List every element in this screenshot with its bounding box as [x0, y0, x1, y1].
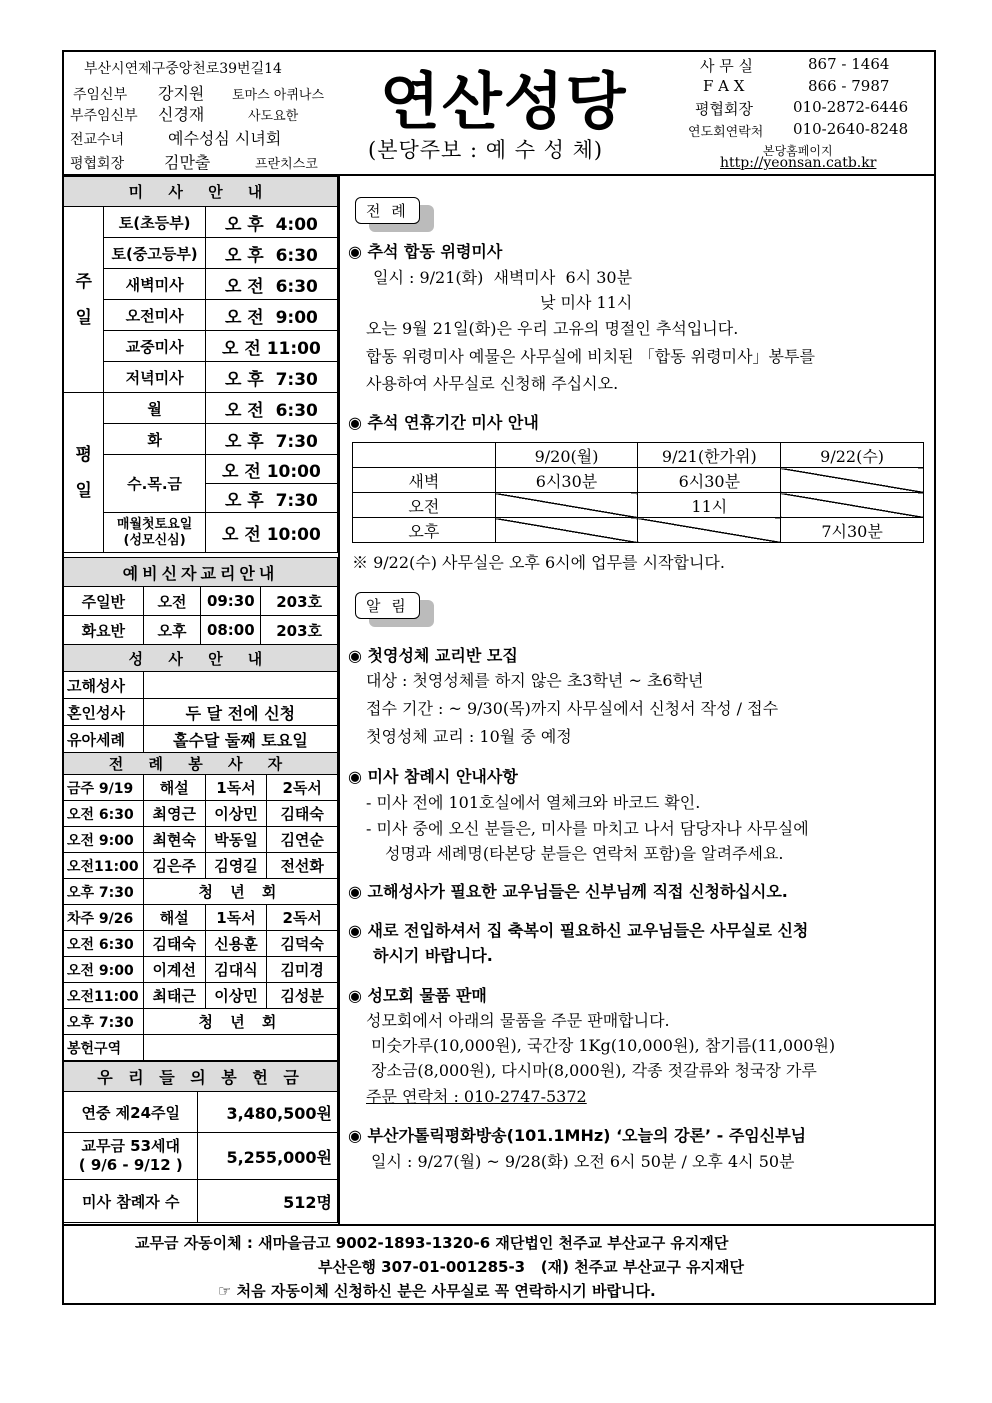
sacrament-value: 두 달 전에 신청 [143, 699, 337, 726]
mass-name: 저녁미사 [104, 362, 206, 393]
server-name: 이계선 [143, 957, 205, 983]
holiday-row-label: 오전 [353, 493, 496, 518]
footer-divider [62, 1224, 936, 1226]
liturgy-tag: 전 례 [355, 197, 420, 224]
mass-time: 오 후 4:00 [205, 207, 337, 238]
mass-name: 토(중고등부) [104, 238, 206, 269]
column-divider [338, 175, 340, 1225]
contact-value: 866 - 7987 [808, 77, 890, 95]
memorial-mass-text: 합동 위령미사 예물은 사무실에 비치된 「합동 위령미사」봉투를 [366, 347, 815, 366]
server-time: 오후 7:30 [64, 1009, 144, 1035]
parish-title: 연산성당 [380, 65, 628, 138]
mass-name-first-saturday [104, 513, 206, 553]
notice-tag: 알 림 [355, 592, 420, 619]
catechism-title: 예비신자교리안내 [64, 558, 338, 587]
blessing-notice: ◉ 새로 전입하셔서 집 축복이 필요하신 교우님들은 사무실로 신청 [348, 921, 809, 940]
mass-name: 오전미사 [104, 300, 206, 331]
class-name: 화요반 [64, 616, 144, 645]
contact-label: 연도회연락처 [688, 125, 764, 140]
mass-guide-text: - 미사 중에 오신 분들은, 미사를 마치고 나서 담당자나 사무실에 [366, 819, 809, 838]
sale-contact: 주문 연락처 : 010-2747-5372 [366, 1087, 587, 1106]
role-head: 1독서 [205, 775, 267, 801]
mass-guide-text: - 미사 전에 101호실에서 열체크와 바코드 확인. [366, 793, 701, 812]
server-name: 김태숙 [267, 801, 338, 827]
sacrament-table [63, 644, 338, 753]
holiday-head [353, 443, 496, 468]
server-time: 오후 7:30 [64, 879, 144, 905]
role-head: 해설 [143, 775, 205, 801]
offering-value: 3,480,500원 [198, 1092, 338, 1133]
sacrament-name: 혼인성사 [64, 699, 144, 726]
server-name: 김태숙 [143, 931, 205, 957]
server-name: 신용훈 [205, 931, 267, 957]
role-head: 해설 [143, 905, 205, 931]
role-head: 2독서 [267, 905, 338, 931]
server-name: 이상민 [205, 983, 267, 1009]
holiday-mass-table [352, 442, 924, 543]
youth-group: 청 년 회 [143, 1009, 337, 1035]
mass-time: 오 후 6:30 [205, 238, 337, 269]
server-time: 오전 6:30 [64, 931, 144, 957]
first-communion-heading: ◉ 첫영성체 교리반 모집 [348, 646, 518, 665]
memorial-mass-text: 오는 9월 21일(화)은 우리 고유의 명절인 추석입니다. [366, 319, 739, 338]
servers-title: 전 례 봉 사 자 [64, 753, 338, 775]
contact-label: F A X [703, 77, 745, 95]
mass-name: 화 [104, 424, 206, 455]
server-time: 오전 9:00 [64, 957, 144, 983]
offering-label-cell [64, 1133, 198, 1180]
memorial-mass-date: 일시 : 9/21(화) 새벽미사 6시 30분 [373, 268, 633, 287]
mass-time: 오 전 9:00 [205, 300, 337, 331]
holiday-mass-heading: ◉ 추석 연휴기간 미사 안내 [348, 413, 539, 432]
server-time: 오전11:00 [64, 853, 144, 879]
memorial-mass-heading: ◉ 추석 합동 위령미사 [348, 242, 503, 261]
sale-text: 성모회에서 아래의 물품을 주문 판매합니다. [366, 1011, 670, 1030]
server-name: 최영근 [143, 801, 205, 827]
mass-time: 오 전 6:30 [205, 393, 337, 424]
memorial-mass-noon: 낮 미사 11시 [540, 293, 633, 312]
first-communion-text: 접수 기간 : ~ 9/30(목)까지 사무실에서 신청서 작성 / 접수 [366, 699, 779, 718]
mass-time: 오 후 7:30 [205, 424, 337, 455]
holiday-cell-empty [495, 493, 638, 518]
mass-time: 오 후 7:30 [205, 484, 337, 513]
class-ampm: 오후 [143, 616, 201, 645]
server-name: 박동일 [205, 827, 267, 853]
server-name: 김덕숙 [267, 931, 338, 957]
server-name: 전선화 [267, 853, 338, 879]
autopay-line2: 부산은행 307-01-001285-3 (재) 천주교 부산교구 유지재단 [318, 1258, 745, 1276]
mass-name: 월 [104, 393, 206, 424]
bulletin-subtitle: (본당주보 : 예 수 성 체) [368, 138, 604, 162]
role-head: 2독서 [267, 775, 338, 801]
mass-guide-text: 성명과 세례명(타본당 분들은 연락처 포함)을 알려주세요. [385, 844, 784, 863]
autopay-line3: ☞ 처음 자동이체 신청하신 분은 사무실로 꼭 연락하시기 바랍니다. [218, 1282, 656, 1300]
server-name: 최현숙 [143, 827, 205, 853]
mass-time: 오 전 6:30 [205, 269, 337, 300]
mass-name: 새벽미사 [104, 269, 206, 300]
class-ampm: 오전 [143, 587, 201, 616]
holiday-cell: 7시30분 [781, 518, 924, 543]
offering-label: 미사 참례자 수 [64, 1180, 198, 1223]
sacrament-title: 성 사 안 내 [64, 645, 338, 672]
server-name: 이상민 [205, 801, 267, 827]
staff-baptismal: 사도요한 [248, 109, 299, 124]
mass-guide-title: 미 사 안 내 [64, 177, 338, 207]
offering-value: 5,255,000원 [198, 1133, 338, 1180]
youth-group: 청 년 회 [143, 879, 337, 905]
holiday-row-label: 오후 [353, 518, 496, 543]
mass-name: 토(초등부) [104, 207, 206, 238]
staff-baptismal: 토마스 아퀴나스 [232, 88, 325, 103]
mass-name: 매월첫토요일 [116, 516, 193, 532]
mass-name-sub: (성모신심) [123, 532, 186, 548]
autopay-line1: 교무금 자동이체 : 새마을금고 9002-1893-1320-6 재단법인 천주교 부산교구 유지재단 [135, 1234, 729, 1252]
server-time: 오전11:00 [64, 983, 144, 1009]
class-room: 203호 [261, 616, 338, 645]
sale-items: 장소금(8,000원), 다시마(8,000원), 각종 젓갈류와 청국장 가루 [371, 1061, 817, 1080]
holiday-cell-empty [781, 468, 924, 493]
server-name: 김영길 [205, 853, 267, 879]
office-note: ※ 9/22(수) 사무실은 오후 6시에 업무를 시작합니다. [352, 553, 725, 572]
sacrament-name: 유아세례 [64, 726, 144, 753]
week-label: 금주 9/19 [64, 775, 144, 801]
sale-heading: ◉ 성모회 물품 판매 [348, 986, 487, 1005]
staff-role: 부주임신부 [70, 108, 138, 124]
sunday-label: 주일 [64, 207, 104, 393]
holiday-cell: 6시30분 [495, 468, 638, 493]
holiday-cell: 6시30분 [638, 468, 781, 493]
holiday-row-label: 새벽 [353, 468, 496, 493]
class-name: 주일반 [64, 587, 144, 616]
holiday-cell-empty [781, 493, 924, 518]
servers-table [63, 752, 338, 1061]
blessing-notice-cont: 하시기 바랍니다. [373, 946, 493, 965]
contact-value: 867 - 1464 [808, 55, 890, 73]
offering-period: ( 9/6 - 9/12 ) [78, 1156, 183, 1174]
confession-notice: ◉ 고해성사가 필요한 교우님들은 신부님께 직접 신청하십시오. [348, 882, 788, 901]
first-communion-text: 첫영성체 교리 : 10월 중 예정 [366, 727, 572, 746]
week-label: 차주 9/26 [64, 905, 144, 931]
server-name: 김성분 [267, 983, 338, 1009]
holiday-head: 9/20(월) [495, 443, 638, 468]
mass-guide-heading: ◉ 미사 참례시 안내사항 [348, 767, 518, 786]
sacrament-value: 홀수달 둘째 토요일 [143, 726, 337, 753]
holiday-cell: 11시 [638, 493, 781, 518]
holiday-head: 9/22(수) [781, 443, 924, 468]
offering-table [63, 1061, 338, 1223]
holiday-cell-empty [495, 518, 638, 543]
first-communion-text: 대상 : 첫영성체를 하지 않은 초3학년 ~ 초6학년 [366, 671, 704, 690]
offering-label: 연중 제24주일 [64, 1092, 198, 1133]
mass-time: 오 후 7:30 [205, 362, 337, 393]
server-name: 김연순 [267, 827, 338, 853]
mass-name: 수.목.금 [104, 455, 206, 513]
staff-role: 평협회장 [70, 156, 125, 172]
offering-label: 교무금 53세대 [81, 1137, 181, 1155]
role-head: 1독서 [205, 905, 267, 931]
sale-items: 미숫가루(10,000원), 국간장 1Kg(10,000원), 참기름(11,000원) [371, 1036, 836, 1055]
sacrament-value [143, 672, 337, 699]
info-table [63, 176, 338, 553]
staff-name: 강지원 [158, 84, 205, 103]
server-time: 오전 6:30 [64, 801, 144, 827]
holiday-cell-empty [638, 518, 781, 543]
weekday-label: 평일 [64, 393, 104, 553]
homepage-link[interactable]: http://yeonsan.catb.kr [720, 155, 877, 171]
class-time: 08:00 [201, 616, 261, 645]
offertory-label: 봉헌구역 [64, 1035, 144, 1061]
radio-time: 일시 : 9/27(월) ~ 9/28(화) 오전 6시 50분 / 오후 4시 50분 [371, 1152, 795, 1171]
staff-name: 신경재 [158, 105, 205, 124]
homepage-label: 본당홈페이지 [763, 144, 833, 158]
server-time: 오전 9:00 [64, 827, 144, 853]
contact-label: 평협회장 [695, 100, 753, 118]
mass-name: 교중미사 [104, 331, 206, 362]
staff-role: 주임신부 [73, 87, 128, 103]
holiday-head: 9/21(한가위) [638, 443, 781, 468]
contact-value: 010-2872-6446 [793, 98, 909, 116]
server-name: 김미경 [267, 957, 338, 983]
class-room: 203호 [261, 587, 338, 616]
offering-value: 512명 [198, 1180, 338, 1223]
staff-baptismal: 프란치스코 [255, 157, 318, 172]
catechism-table [63, 557, 338, 645]
contact-value: 010-2640-8248 [793, 120, 909, 138]
server-name: 김은주 [143, 853, 205, 879]
mass-time: 오 전 10:00 [205, 513, 337, 553]
staff-role: 전교수녀 [70, 132, 125, 148]
class-time: 09:30 [201, 587, 261, 616]
server-name: 김대식 [205, 957, 267, 983]
staff-name: 김만출 [164, 153, 211, 172]
server-name: 최태근 [143, 983, 205, 1009]
staff-name: 예수성심 시녀회 [168, 129, 282, 148]
radio-heading: ◉ 부산가톨릭평화방송(101.1MHz) ‘오늘의 강론’ - 주임신부님 [348, 1126, 807, 1145]
contact-label: 사 무 실 [700, 57, 754, 75]
mass-time: 오 전 11:00 [205, 331, 337, 362]
memorial-mass-text: 사용하여 사무실로 신청해 주십시오. [366, 374, 619, 393]
sacrament-name: 고해성사 [64, 672, 144, 699]
offering-title: 우 리 들 의 봉 헌 금 [64, 1062, 338, 1092]
parish-address: 부산시연제구중앙천로39번길14 [84, 61, 282, 77]
mass-time: 오 전 10:00 [205, 455, 337, 484]
